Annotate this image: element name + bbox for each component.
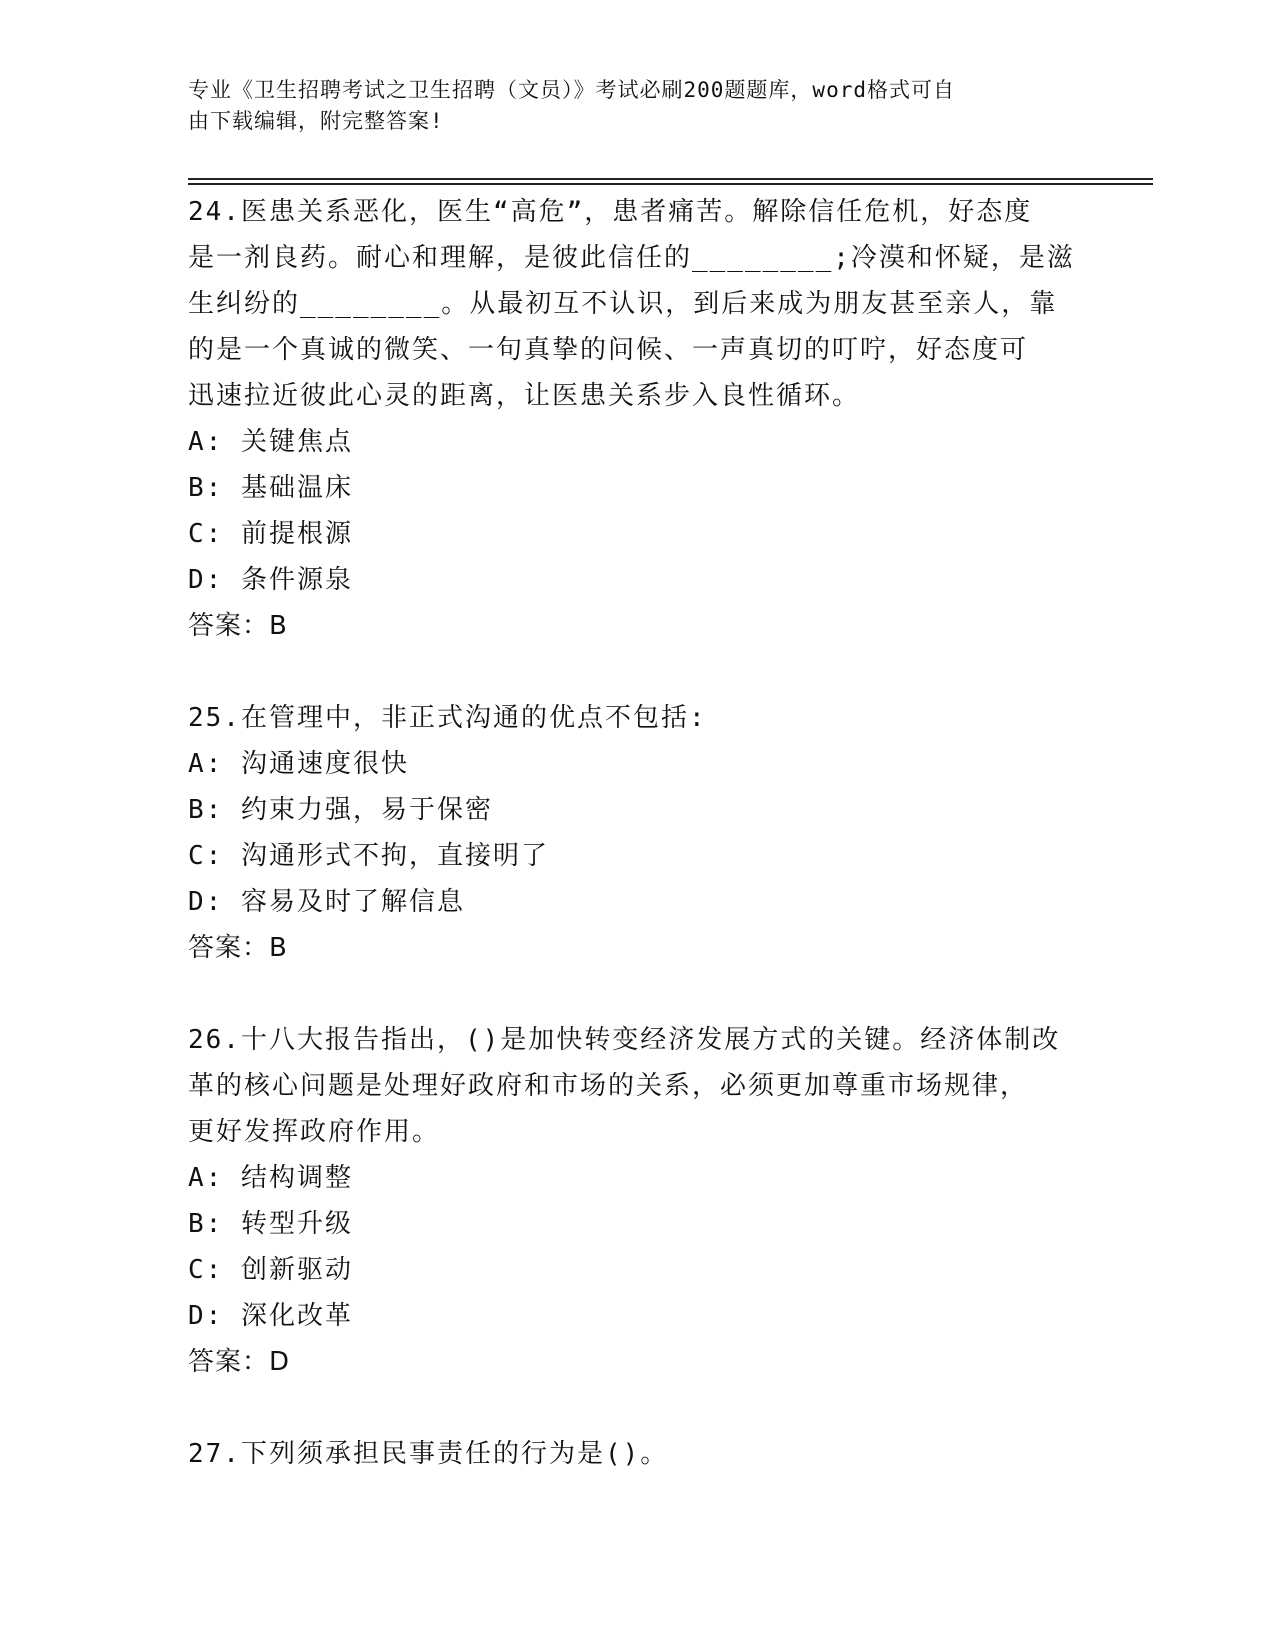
stem-line: 27.下列须承担民事责任的行为是()。 (188, 1439, 669, 1469)
header-divider-bottom (188, 183, 1153, 185)
question-spacer (188, 1385, 1088, 1431)
header-divider-top (188, 178, 1153, 180)
option-c: C: 创新驱动 (188, 1255, 353, 1285)
option-c: C: 前提根源 (188, 519, 353, 549)
stem-line: 迅速拉近彼此心灵的距离，让医患关系步入良性循环。 (188, 381, 861, 411)
header-line-1: 专业《卫生招聘考试之卫生招聘（文员）》考试必刷200题题库，word格式可自 (188, 78, 955, 102)
question-26 (188, 1017, 1088, 1385)
option-b: B: 约束力强，易于保密 (188, 795, 493, 825)
option-d: D: 条件源泉 (188, 565, 353, 595)
answer-label: 答案：B (188, 611, 288, 641)
question-25 (188, 695, 1088, 971)
option-b: B: 转型升级 (188, 1209, 353, 1239)
header-line-2: 由下载编辑，附完整答案! (188, 109, 444, 133)
answer-label: 答案：D (188, 1347, 291, 1377)
stem-line: 的是一个真诚的微笑、一句真挚的问候、一声真切的叮咛，好态度可 (188, 335, 1029, 365)
stem-line: 革的核心问题是处理好政府和市场的关系，必须更加尊重市场规律， (188, 1071, 1029, 1101)
question-stem (188, 189, 1088, 419)
stem-line: 25.在管理中，非正式沟通的优点不包括: (188, 703, 707, 733)
stem-line: 生纠纷的________。从最初互不认识，到后来成为朋友甚至亲人，靠 (188, 289, 1058, 319)
question-spacer (188, 649, 1088, 695)
question-stem (188, 1431, 1088, 1477)
answer-label: 答案：B (188, 933, 288, 963)
question-spacer (188, 971, 1088, 1017)
stem-line: 26.十八大报告指出，()是加快转变经济发展方式的关键。经济体制改 (188, 1025, 1061, 1055)
option-b: B: 基础温床 (188, 473, 353, 503)
question-list (188, 189, 1088, 1477)
stem-line: 更好发挥政府作用。 (188, 1117, 441, 1147)
document-header (188, 75, 1068, 137)
option-d: D: 容易及时了解信息 (188, 887, 465, 917)
question-stem (188, 695, 1088, 741)
question-24 (188, 189, 1088, 649)
option-a: A: 关键焦点 (188, 427, 353, 457)
stem-line: 24.医患关系恶化，医生“高危”，患者痛苦。解除信任危机，好态度 (188, 197, 1033, 227)
option-a: A: 结构调整 (188, 1163, 353, 1193)
question-27 (188, 1431, 1088, 1477)
option-c: C: 沟通形式不拘，直接明了 (188, 841, 549, 871)
question-stem (188, 1017, 1088, 1155)
stem-line: 是一剂良药。耐心和理解，是彼此信任的________;冷漠和怀疑，是滋 (188, 243, 1075, 273)
option-a: A: 沟通速度很快 (188, 749, 409, 779)
option-d: D: 深化改革 (188, 1301, 353, 1331)
